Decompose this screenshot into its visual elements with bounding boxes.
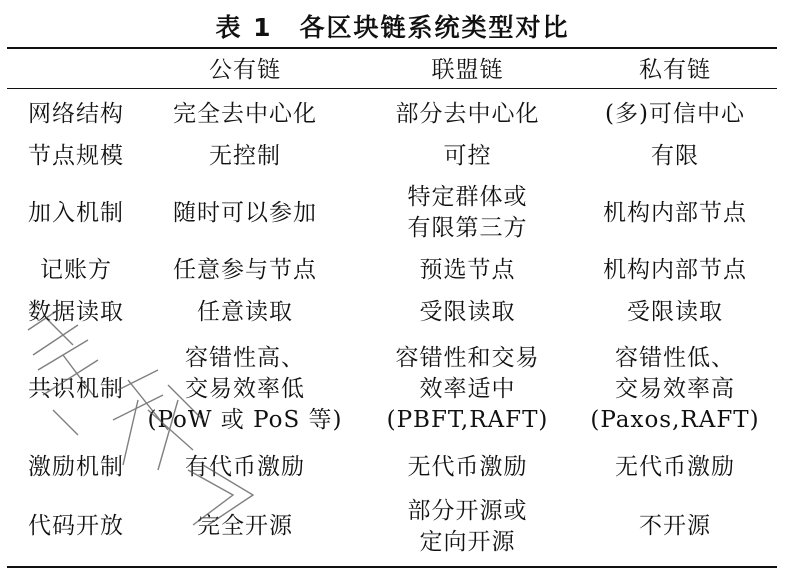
- cell-private: [575, 447, 775, 487]
- cell-line: (PBFT,RAFT): [386, 406, 549, 433]
- row-label: 网络结构: [28, 100, 124, 127]
- row-label: 加入机制: [28, 199, 124, 226]
- cell-line: 随时可以参加: [173, 199, 317, 226]
- cell-consortium: [360, 178, 575, 248]
- header-cell-empty: [8, 52, 144, 88]
- cell-line: 容错性高、: [185, 344, 305, 371]
- cell-public: [145, 250, 345, 290]
- header-consortium-chain: 联盟链: [431, 56, 504, 83]
- cell-line: 交易效率高: [615, 375, 735, 402]
- cell-consortium: [360, 136, 575, 176]
- cell-private: [575, 489, 775, 564]
- cell-private: [575, 178, 775, 248]
- row-label: 数据读取: [28, 298, 124, 325]
- cell-line: 部分开源或: [407, 497, 528, 524]
- cell-line: 受限读取: [419, 298, 516, 325]
- cell-public: [145, 489, 345, 564]
- cell-consortium: [360, 250, 575, 290]
- cell-consortium: [360, 94, 575, 134]
- cell-consortium: [360, 292, 575, 332]
- row-label: 节点规模: [28, 142, 124, 169]
- cell-public: [145, 178, 345, 248]
- cell-line: 机构内部节点: [603, 256, 747, 283]
- cell-line: 任意读取: [197, 298, 293, 325]
- cell-public: [145, 334, 345, 444]
- cell-line: 有代币激励: [185, 453, 305, 480]
- row-label: 激励机制: [28, 453, 124, 480]
- cell-line: (PoW 或 PoS 等): [147, 406, 343, 433]
- header-private-chain: 私有链: [639, 56, 711, 83]
- cell-line: 交易效率低: [185, 375, 305, 402]
- table-title: 表 1 各区块链系统类型对比: [215, 13, 570, 42]
- cell-line: 定向开源: [419, 528, 516, 555]
- cell-line: 机构内部节点: [603, 199, 747, 226]
- row-label: 共识机制: [28, 375, 124, 402]
- cell-private: [575, 292, 775, 332]
- cell-line: 效率适中: [419, 375, 516, 402]
- cell-public: [145, 447, 345, 487]
- cell-public: [145, 136, 345, 176]
- cell-public: [145, 94, 345, 134]
- cell-line: 部分去中心化: [395, 100, 540, 127]
- cell-consortium: [360, 447, 575, 487]
- cell-line: 无控制: [209, 142, 281, 169]
- cell-line: 任意参与节点: [173, 256, 317, 283]
- cell-line: 特定群体或: [407, 184, 528, 210]
- cell-line: 受限读取: [627, 298, 723, 325]
- cell-line: 无代币激励: [407, 453, 528, 480]
- row-label: 代码开放: [28, 513, 124, 539]
- cell-private: [575, 334, 775, 444]
- cell-line: 容错性低、: [615, 344, 735, 371]
- header-rule: [7, 88, 777, 89]
- top-rule: [7, 47, 777, 49]
- cell-line: 无代币激励: [615, 453, 735, 480]
- cell-line: 完全开源: [197, 513, 293, 539]
- cell-private: [575, 250, 775, 290]
- cell-line: 可控: [443, 142, 492, 169]
- cell-private: [575, 94, 775, 134]
- cell-line: (Paxos,RAFT): [590, 406, 760, 433]
- cell-line: 完全去中心化: [173, 100, 317, 127]
- cell-line: 有限第三方: [407, 215, 528, 241]
- cell-line: 有限: [651, 142, 699, 169]
- row-label: 记账方: [40, 256, 112, 283]
- cell-consortium: [360, 334, 575, 444]
- cell-line: 不开源: [639, 513, 711, 539]
- header-public-chain: 公有链: [209, 56, 281, 83]
- cell-consortium: [360, 489, 575, 564]
- cell-line: 容错性和交易: [395, 344, 540, 371]
- cell-private: [575, 136, 775, 176]
- bottom-rule: [7, 566, 777, 568]
- cell-line: 预选节点: [419, 256, 516, 283]
- cell-public: [145, 292, 345, 332]
- cell-line: (多)可信中心: [605, 100, 745, 127]
